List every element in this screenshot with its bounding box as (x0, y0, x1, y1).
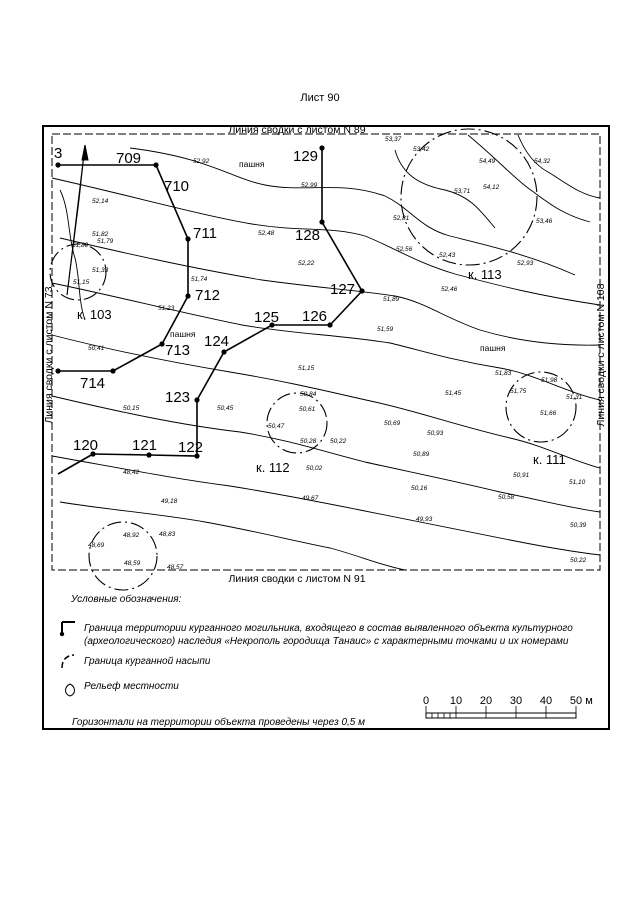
spot-elevation: 48,42 (123, 469, 140, 476)
spot-elevation: 50,69 (384, 420, 401, 427)
contour-interval-note: Горизонтали на территории объекта проведены через 0,5 м (72, 717, 366, 728)
spot-elevation: 51,45 (445, 390, 462, 397)
spot-elevation: 52,93 (517, 260, 534, 267)
sheet-title: Лист 90 (300, 92, 340, 104)
point-label: 128 (295, 227, 321, 244)
point-label: 710 (164, 178, 190, 195)
spot-elevation: 54,12 (483, 184, 500, 191)
scale-tick-label: 30 (509, 695, 523, 707)
boundary-line-west (58, 165, 191, 371)
legend-symbols (60, 622, 75, 696)
spot-elevation: 50,58 (498, 494, 515, 501)
spot-elevation: 48,59 (124, 560, 141, 567)
spot-elevation: 54,32 (534, 158, 551, 165)
vertex-714-west (55, 368, 60, 373)
legend-relief-text: Рельеф местности (84, 681, 179, 692)
spot-elevation: 52,99 (301, 182, 318, 189)
spot-elevation: 51,83 (495, 370, 512, 377)
point-label: 129 (293, 148, 319, 165)
vertex-712 (185, 293, 190, 298)
scale-tick-label: 10 (449, 695, 463, 707)
mound-label: к. 111 (533, 452, 566, 467)
spot-elevation: 51,15 (73, 279, 90, 286)
spot-elevation: 51,10 (569, 479, 586, 486)
point-label: 712 (195, 287, 221, 304)
edge-label-left: Линия сводки с листом N 73 (43, 286, 55, 424)
vertex-3 (55, 162, 60, 167)
spot-elevation: 52,46 (441, 286, 458, 293)
point-label: 120 (73, 437, 99, 454)
spot-elevation: 51,33 (92, 267, 109, 274)
spot-elevation: 51,31 (566, 394, 583, 401)
point-label: 3 (54, 145, 63, 162)
spot-elevation: 50,02 (306, 465, 323, 472)
terrain-label: пашня (170, 329, 196, 339)
point-label: 714 (80, 375, 106, 392)
spot-elevation: 51,82 (92, 231, 109, 238)
scale-unit: м (585, 695, 593, 707)
legend-relief-icon (66, 684, 75, 696)
vertex-713 (159, 341, 164, 346)
point-label: 122 (178, 439, 204, 456)
spot-elevation: 52,81 (393, 215, 410, 222)
mound-boundaries (50, 129, 576, 590)
scale-tick-label: 0 (422, 695, 430, 707)
vertex-710 (153, 162, 158, 167)
map-area-border (52, 134, 600, 570)
point-label: 713 (165, 342, 191, 359)
spot-elevation: 51,59 (377, 326, 394, 333)
scale-tick-label: 20 (479, 695, 493, 707)
vertex-711 (185, 236, 190, 241)
vertex-124 (221, 349, 226, 354)
vertex-129 (319, 145, 324, 150)
spot-elevation: 48,69 (88, 542, 105, 549)
legend-mound-icon (62, 655, 74, 668)
spot-elevation: 51,75 (510, 388, 527, 395)
point-label: 125 (254, 309, 280, 326)
terrain-label: пашня (480, 343, 506, 353)
spot-elevation: 50,47 (268, 423, 285, 430)
spot-elevation: 51,89 (383, 296, 400, 303)
legend-boundary-point-icon (60, 632, 64, 636)
edge-label-right: Линия сводки с листом N 108 (595, 283, 607, 427)
spot-elevation: 48,92 (123, 532, 140, 539)
scale-bar (423, 695, 593, 718)
legend-boundary-text: Граница территории курганного могильника, входящего в состав выявленного объекта культурного (археологического) наследия «Некрополь городища Танаис» с характерными точками и их номерами (84, 623, 573, 647)
mound-label: к. 112 (256, 460, 290, 475)
point-label: 126 (302, 308, 328, 325)
boundary-line-southwest (58, 454, 93, 474)
scale-tick-label: 50 (569, 695, 583, 707)
scale-tick-label: 40 (539, 695, 553, 707)
vertex-714 (110, 368, 115, 373)
mound-label: к. 113 (468, 267, 502, 282)
spot-elevation: 50,45 (217, 405, 234, 412)
spot-elevation: 51,66 (540, 410, 557, 417)
vertex-128 (319, 219, 324, 224)
legend-mound-text: Граница курганной насыпи (84, 656, 211, 667)
spot-elevation: 50,84 (300, 391, 317, 398)
spot-elevation: 53,71 (454, 188, 471, 195)
spot-elevation: 50,91 (513, 472, 530, 479)
spot-elevation: 51,89 (72, 242, 89, 249)
vertex-123 (194, 397, 199, 402)
spot-elevation: 50,61 (299, 406, 316, 413)
spot-elevation: 49,18 (161, 498, 178, 505)
point-label: 121 (132, 437, 158, 454)
spot-elevation: 52,92 (193, 158, 210, 165)
mound-label: к. 103 (77, 307, 112, 322)
contour-line (52, 178, 600, 305)
spot-elevation: 49,93 (416, 516, 433, 523)
spot-elevation: 50,93 (427, 430, 444, 437)
edge-label-top: Линия сводки с листом N 89 (228, 124, 366, 136)
spot-elevation: 50,22 (330, 438, 347, 445)
contour-line (468, 135, 590, 222)
terrain-label: пашня (239, 159, 265, 169)
vertex-127 (359, 288, 364, 293)
spot-elevation: 54,49 (479, 158, 496, 165)
edge-label-bottom: Линия сводки с листом N 91 (228, 573, 366, 585)
spot-elevation: 52,22 (298, 260, 315, 267)
vertex-126 (327, 322, 332, 327)
point-label: 709 (116, 150, 142, 167)
spot-elevation: 50,41 (88, 345, 105, 352)
spot-elevation: 50,15 (123, 405, 140, 412)
point-label: 127 (330, 281, 356, 298)
spot-elevation: 49,67 (302, 495, 319, 502)
spot-elevation: 51,23 (158, 305, 175, 312)
point-label: 124 (204, 333, 230, 350)
legend-title: Условные обозначения: (71, 594, 182, 605)
spot-elevation: 50,89 (413, 451, 430, 458)
spot-elevation: 52,56 (396, 246, 413, 253)
spot-elevation: 48,57 (167, 564, 184, 571)
contour-lines (52, 135, 600, 570)
spot-elevation: 48,83 (159, 531, 176, 538)
spot-elevation: 53,46 (536, 218, 553, 225)
spot-elevation: 53,42 (413, 146, 430, 153)
spot-elevation: 51,74 (191, 276, 208, 283)
spot-elevation: 50,39 (570, 522, 587, 529)
spot-elevation: 50,16 (411, 485, 428, 492)
contour-line (130, 148, 575, 275)
point-label: 123 (165, 389, 191, 406)
contour-line (52, 283, 600, 400)
spot-elevation: 52,14 (92, 198, 109, 205)
point-label: 711 (193, 225, 217, 242)
spot-elevation: 52,43 (439, 252, 456, 259)
spot-elevation: 51,79 (97, 238, 114, 245)
spot-elevation: 52,48 (258, 230, 275, 237)
spot-elevation: 53,37 (385, 136, 402, 143)
spot-elevation: 50,22 (570, 557, 587, 564)
spot-elevation: 50,28 (300, 438, 317, 445)
contour-line (60, 502, 405, 570)
spot-elevation: 51,98 (541, 377, 558, 384)
spot-elevation: 51,15 (298, 365, 315, 372)
